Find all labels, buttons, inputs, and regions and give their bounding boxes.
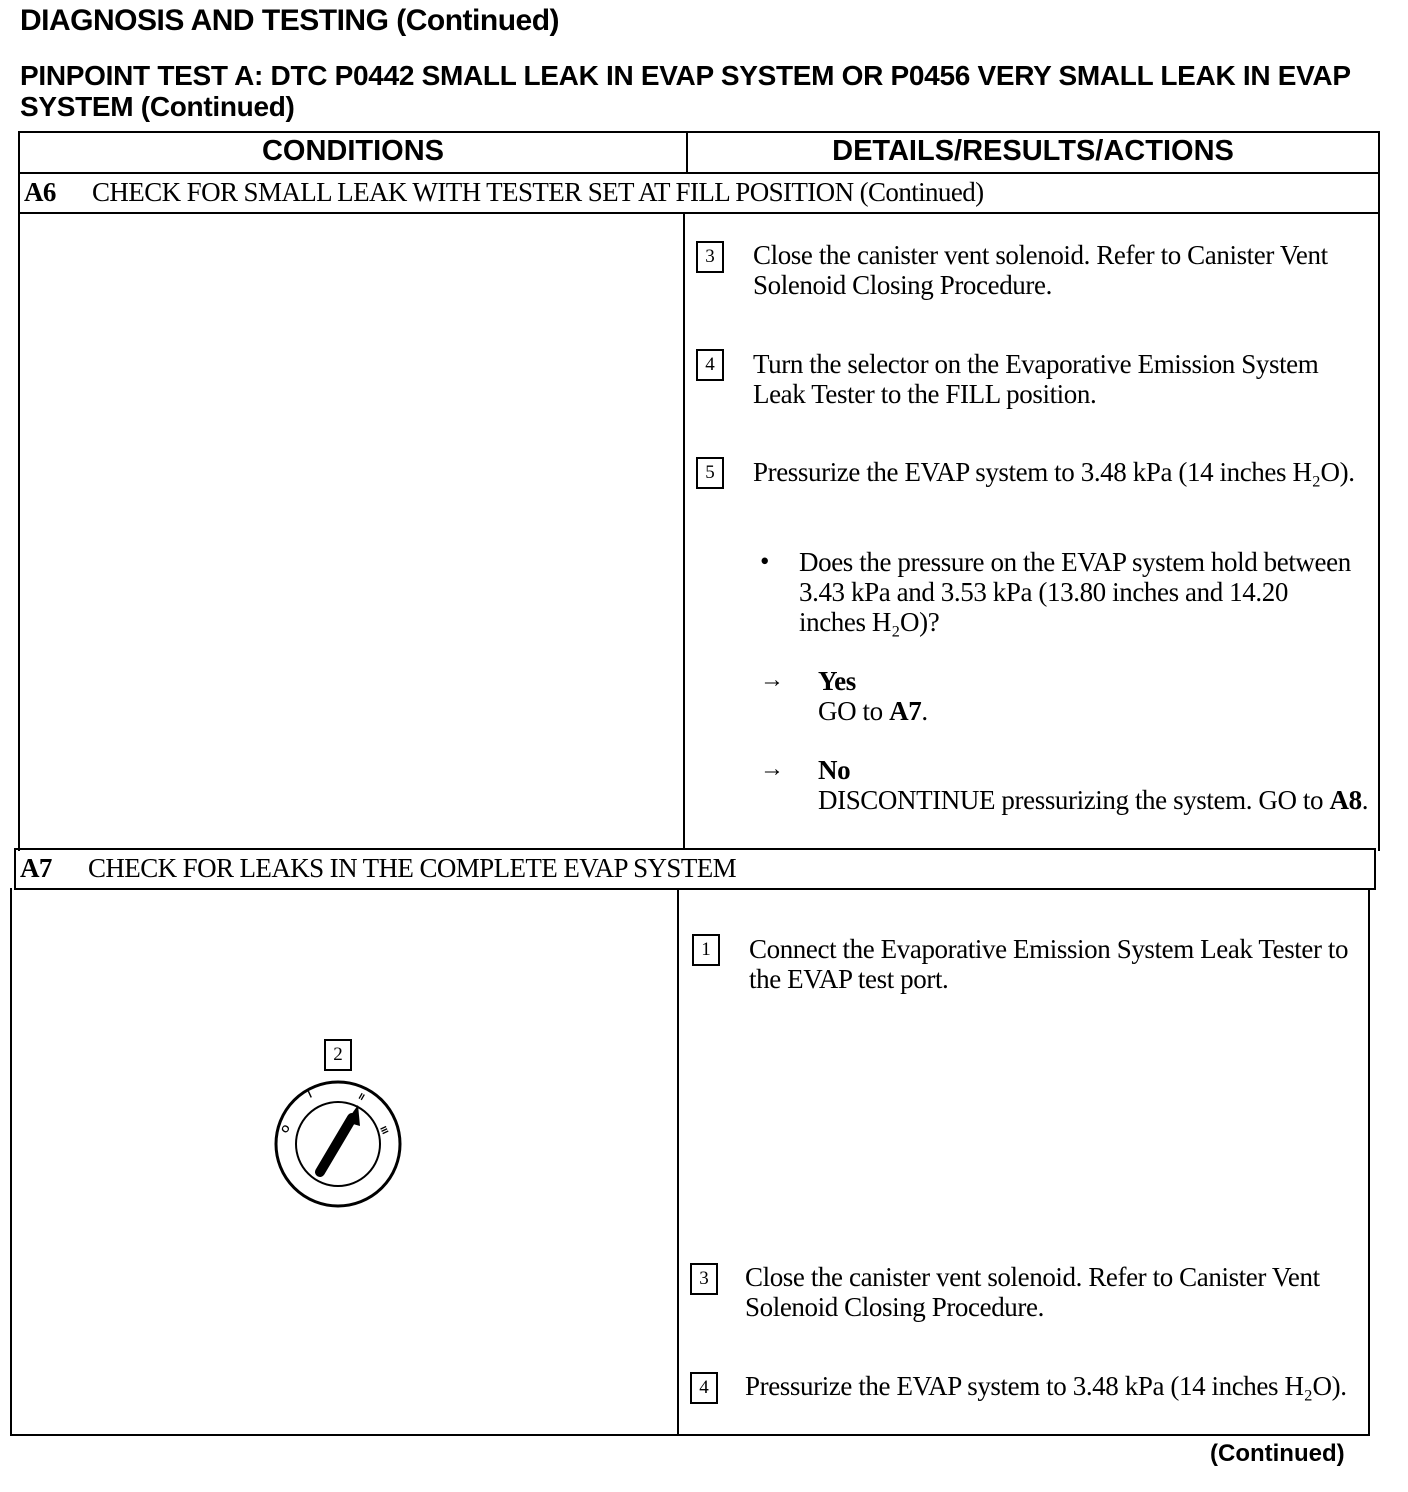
- a6-yes-label: Yes: [818, 666, 856, 696]
- a6-step-5-number: 5: [696, 457, 724, 489]
- bullet-icon: •: [760, 546, 770, 576]
- a6-yes-result: Yes GO to A7.: [818, 666, 928, 726]
- a6-title: CHECK FOR SMALL LEAK WITH TESTER SET AT FILL POSITION (Continued): [92, 177, 984, 207]
- a7-step-2-number: 2: [324, 1039, 352, 1071]
- header-conditions: CONDITIONS: [261, 135, 445, 167]
- ignition-label-1: I: [306, 1089, 314, 1101]
- a6-step-3-number: 3: [696, 241, 724, 273]
- page-title: DIAGNOSIS AND TESTING (Continued): [20, 4, 560, 37]
- a6-step-4-text: Turn the selector on the Evaporative Emission System Leak Tester to the FILL position.: [753, 349, 1319, 409]
- a6-code: A6: [24, 177, 56, 207]
- a6-step-3-text: Close the canister vent solenoid. Refer to Canister Vent Solenoid Closing Procedure.: [753, 240, 1328, 300]
- a6-no-result: No DISCONTINUE pressurizing the system. GO to A8.: [818, 755, 1369, 815]
- a7-title: CHECK FOR LEAKS IN THE COMPLETE EVAP SYSTEM: [88, 853, 737, 883]
- a7-heading-border: [14, 888, 1376, 890]
- header-details: DETAILS/RESULTS/ACTIONS: [832, 135, 1234, 167]
- a7-step-3-text: Close the canister vent solenoid. Refer to Canister Vent Solenoid Closing Procedure.: [745, 1262, 1320, 1322]
- a6-no-label: No: [818, 755, 851, 785]
- ignition-label-2: II: [357, 1091, 367, 1103]
- right-border-mid: [1374, 848, 1376, 888]
- a6-yes-target: A7: [889, 696, 922, 726]
- right-arrow-icon: →: [760, 667, 784, 693]
- a7-step-4-number: 4: [690, 1372, 718, 1404]
- ignition-switch-icon: [272, 1078, 404, 1210]
- left-border-mid: [14, 848, 16, 888]
- header-bottom-border: [18, 172, 1380, 174]
- a7-step-4-text: Pressurize the EVAP system to 3.48 kPa (14 inches H₂O).: [745, 1371, 1347, 1401]
- a6-no-action: DISCONTINUE pressurizing the system. GO to: [818, 785, 1324, 815]
- right-arrow-icon: →: [760, 756, 784, 782]
- a6-heading: [24, 177, 984, 208]
- ignition-label-0: O: [279, 1123, 293, 1136]
- ignition-label-3: III: [378, 1124, 391, 1136]
- table-bottom-border: [10, 1434, 1370, 1436]
- table-top-border: [18, 131, 1380, 133]
- a6-no-target: A8: [1329, 785, 1362, 815]
- a6-column-divider: [683, 212, 685, 848]
- a6-yes-action: GO to: [818, 696, 883, 726]
- left-border-lower: [10, 888, 12, 1436]
- a7-step-1-text: Connect the Evaporative Emission System Leak Tester to the EVAP test port.: [749, 934, 1349, 994]
- a7-code: A7: [20, 853, 52, 883]
- continued-label: (Continued): [1210, 1440, 1345, 1467]
- a7-heading: [20, 853, 736, 884]
- a7-step-3-number: 3: [690, 1263, 718, 1295]
- right-border-upper: [1378, 131, 1380, 851]
- a6-step-4-number: 4: [696, 349, 724, 381]
- right-border-lower: [1368, 888, 1370, 1436]
- a7-top-border: [14, 848, 1376, 850]
- a6-heading-border: [18, 212, 1380, 214]
- left-border-upper: [18, 131, 20, 851]
- a6-question: Does the pressure on the EVAP system hold between 3.43 kPa and 3.53 kPa (13.80 inches and 14.20 inches H₂O)?: [799, 547, 1351, 637]
- a7-step-1-number: 1: [692, 934, 720, 966]
- a7-column-divider: [677, 888, 679, 1434]
- pinpoint-test-title: PINPOINT TEST A: DTC P0442 SMALL LEAK IN EVAP SYSTEM OR P0456 VERY SMALL LEAK IN EVAP SYSTEM (Continued): [20, 60, 1351, 122]
- a6-step-5-text: Pressurize the EVAP system to 3.48 kPa (14 inches H₂O).: [753, 457, 1355, 487]
